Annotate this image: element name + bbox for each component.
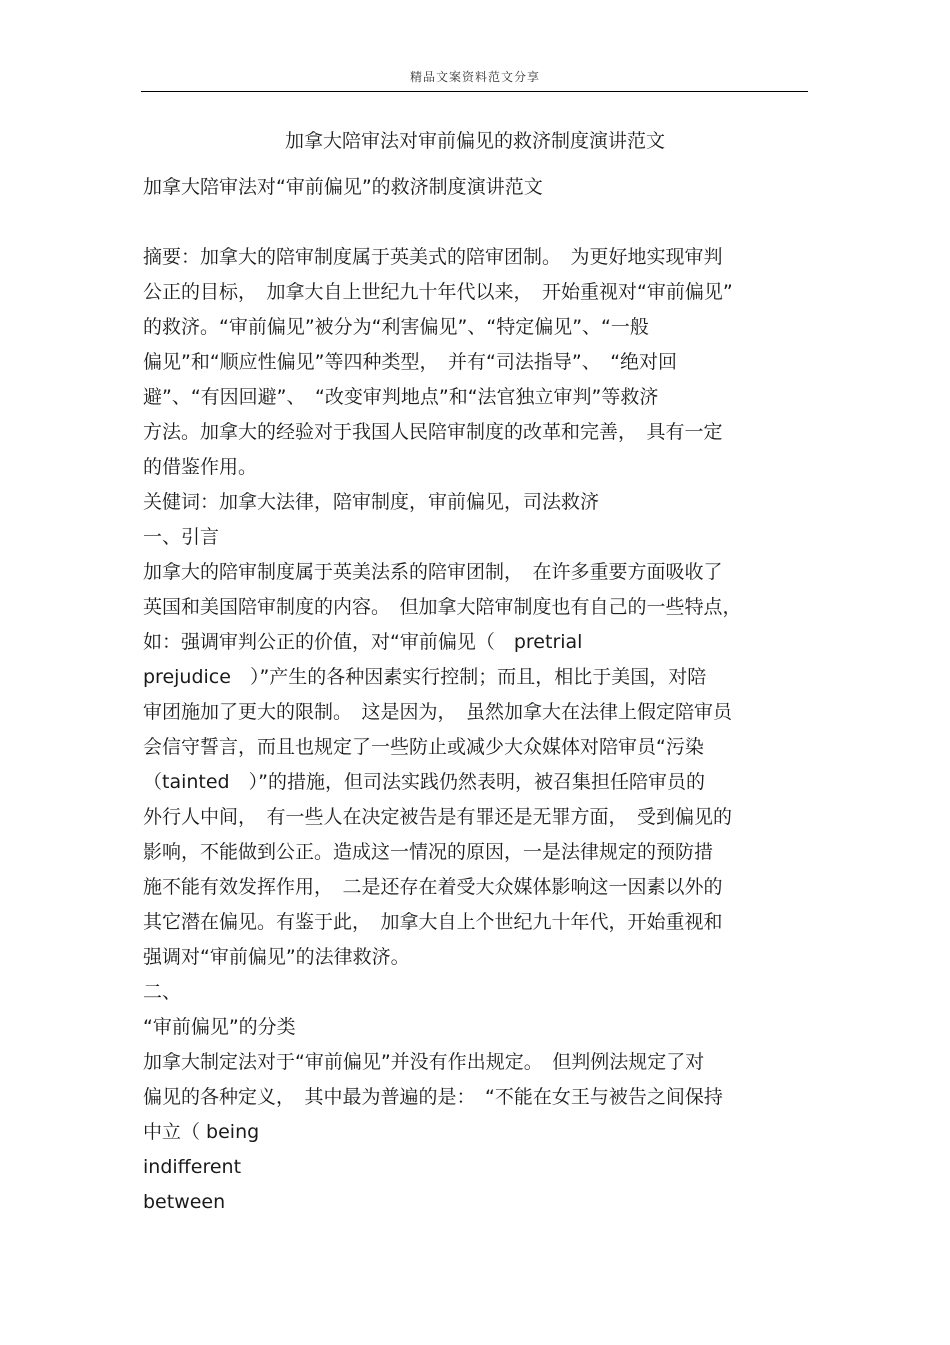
body-line: 摘要：加拿大的陪审制度属于英美式的陪审团制。 为更好地实现审判 xyxy=(143,246,723,268)
body-line: 关健词：加拿大法律，陪审制度，审前偏见，司法救济 xyxy=(143,491,600,513)
body-line: （tainted ）”的措施，但司法实践仍然表明，被召集担任陪审员的 xyxy=(143,771,705,793)
body-line: 其它潜在偏见。有鉴于此， 加拿大自上个世纪九十年代，开始重视和 xyxy=(143,911,723,933)
body-line: 审团施加了更大的限制。 这是因为， 虽然加拿大在法律上假定陪审员 xyxy=(143,701,733,723)
body-line: 加拿大的陪审制度属于英美法系的陪审团制， 在许多重要方面吸收了 xyxy=(143,561,723,583)
body-line: 强调对“审前偏见”的法律救济。 xyxy=(143,946,410,968)
body-line: 方法。加拿大的经验对于我国人民陪审制度的改革和完善， 具有一定 xyxy=(143,421,723,443)
body-line: 避”、“有因回避”、 “改变审判地点”和“法官独立审判”等救济 xyxy=(143,386,659,408)
body-line: 的救济。“审前偏见”被分为“利害偏见”、“特定偏见”、“一般 xyxy=(143,316,649,338)
document-body xyxy=(143,170,808,1220)
document-title: 加拿大陪审法对审前偏见的救济制度演讲范文 xyxy=(284,130,665,152)
body-line: 一、引言 xyxy=(143,526,220,548)
body-line: “审前偏见”的分类 xyxy=(143,1016,296,1038)
body-line: 外行人中间， 有一些人在决定被告是有罪还是无罪方面， 受到偏见的 xyxy=(143,806,733,828)
body-line: 会信守誓言，而且也规定了一些防止或减少大众媒体对陪审员“污染 xyxy=(143,736,704,758)
body-line: 偏见的各种定义， 其中最为普遍的是： “不能在女王与被告之间保持 xyxy=(143,1086,723,1108)
body-line: 偏见”和“顺应性偏见”等四种类型， 并有“司法指导”、 “绝对回 xyxy=(143,351,678,373)
body-line: 的借鉴作用。 xyxy=(143,456,258,478)
body-line: indifferent xyxy=(143,1156,242,1178)
body-line: 施不能有效发挥作用， 二是还存在着受大众媒体影响这一因素以外的 xyxy=(143,876,723,898)
body-line: 如：强调审判公正的价值，对“审前偏见（ pretrial xyxy=(143,631,583,653)
header-divider xyxy=(141,91,808,92)
body-line: 公正的目标， 加拿大自上世纪九十年代以来， 开始重视对“审前偏见” xyxy=(143,281,733,303)
body-line: 英国和美国陪审制度的内容。 但加拿大陪审制度也有自己的一些特点， xyxy=(143,596,742,618)
page-header: 精品文案资料范文分享 xyxy=(409,70,540,84)
body-line: 二、 xyxy=(143,981,182,1003)
body-line: 加拿大制定法对于“审前偏见”并没有作出规定。 但判例法规定了对 xyxy=(143,1051,705,1073)
body-line: 加拿大陪审法对“审前偏见”的救济制度演讲范文 xyxy=(143,176,543,198)
body-line xyxy=(143,205,808,240)
body-line: 影响，不能做到公正。造成这一情况的原因，一是法律规定的预防措 xyxy=(143,841,714,863)
body-line: prejudice ）”产生的各种因素实行控制；而且，相比于美国，对陪 xyxy=(143,666,707,688)
body-line: 中立（ being xyxy=(143,1121,260,1143)
body-line: between xyxy=(143,1191,226,1213)
